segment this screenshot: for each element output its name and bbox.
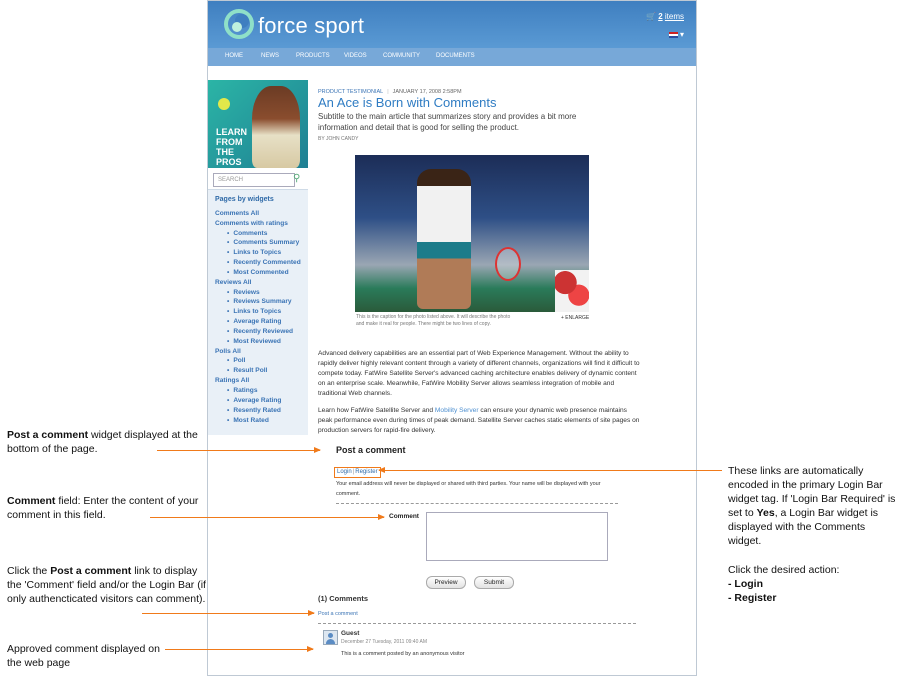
web-page bbox=[207, 0, 697, 676]
submit-button[interactable]: Submit bbox=[474, 576, 514, 589]
comment-field-label: Comment bbox=[389, 513, 419, 520]
nav-products[interactable]: PRODUCTS bbox=[296, 53, 330, 59]
annotation-arrow bbox=[157, 450, 320, 451]
article-date: JANUARY 17, 2008 2:58PM bbox=[392, 89, 462, 95]
annotation-arrow bbox=[150, 517, 384, 518]
nav-home[interactable]: HOME bbox=[225, 53, 243, 59]
enlarge-link[interactable]: + ENLARGE bbox=[561, 315, 590, 321]
comment-textarea[interactable] bbox=[426, 512, 608, 561]
annotation-actions: Click the desired action: - Login - Register bbox=[728, 564, 840, 604]
nav-videos[interactable]: VIDEOS bbox=[344, 53, 367, 59]
racket-shape bbox=[495, 247, 521, 281]
sidebar bbox=[208, 189, 308, 435]
sidebar-item[interactable]: • Ratings bbox=[227, 387, 258, 394]
sidebar-item[interactable]: Comments with ratings bbox=[215, 220, 288, 227]
article-title: An Ace is Born with Comments bbox=[318, 95, 497, 110]
login-bar: Login|Register bbox=[334, 467, 381, 478]
sidebar-item[interactable]: • Reviews Summary bbox=[227, 298, 292, 305]
annotation-post-comment-widget: Post a comment widget displayed at the bottom of the page. bbox=[7, 429, 198, 455]
register-link[interactable]: Register bbox=[355, 469, 378, 475]
cart-icon: 🛒 bbox=[645, 12, 656, 21]
comment-author: Guest bbox=[341, 630, 360, 637]
post-comment-link[interactable]: Post a comment bbox=[318, 611, 358, 617]
photo-caption: This is the caption for the photo listed above. It will describe the photo and make it real for people. There might be two lines of copy. bbox=[356, 314, 511, 327]
article-paragraph: Advanced delivery capabilities are an essential part of Web Experience Management. Without the ability to rapidly deliver highly relevant content through a variety of different channels, organizations will find it difficult to compete today. FatWire Satellite Server's advanced caching architecture enables delivery of dynamic content on an enterprise scale. Meanwhile, FatWire Mobility Server allows seamless integration of mobile and traditional Web channels. bbox=[318, 350, 640, 397]
site-logo[interactable]: force sport bbox=[258, 13, 365, 38]
search-icon[interactable]: ⚲ bbox=[293, 173, 301, 184]
preview-button[interactable]: Preview bbox=[426, 576, 466, 589]
annotation-comment-field: Comment field: Enter the content of your comment in this field. bbox=[7, 495, 199, 521]
comments-count: (1) Comments bbox=[318, 594, 369, 603]
language-selector[interactable]: ▾ bbox=[669, 30, 684, 39]
article-paragraph: Learn how FatWire Satellite Server and Mobility Server can ensure your dynamic web presence maintains peak performance even during times of peak demand. Satellite Server caches static elements of site pages on production servers for rapid-fire delivery. bbox=[318, 407, 640, 434]
sidebar-item[interactable]: Ratings All bbox=[215, 377, 250, 384]
logo-swirl-icon bbox=[224, 9, 254, 39]
comment-date: December 27 Tuesday, 2011 09:40 AM bbox=[341, 639, 427, 645]
sidebar-item[interactable]: • Reviews bbox=[227, 289, 260, 296]
divider bbox=[318, 623, 636, 624]
sidebar-item[interactable]: Polls All bbox=[215, 348, 241, 355]
article-photo[interactable] bbox=[355, 155, 589, 312]
sidebar-item[interactable]: • Most Commented bbox=[227, 269, 289, 276]
cart-label: items bbox=[664, 12, 684, 21]
annotation-post-comment-link: Click the Post a comment link to display the 'Comment' field and/or the Login Bar (if only authencticated visitors can comment). bbox=[7, 565, 206, 605]
sidebar-item[interactable]: • Result Poll bbox=[227, 367, 267, 374]
flowers-shape bbox=[555, 270, 589, 312]
sidebar-item[interactable]: • Resently Rated bbox=[227, 407, 281, 414]
tennis-ball bbox=[218, 98, 230, 110]
main-nav bbox=[208, 48, 696, 66]
article-body bbox=[318, 349, 640, 436]
sidebar-item[interactable]: • Average Rating bbox=[227, 318, 281, 325]
sidebar-item[interactable]: • Most Rated bbox=[227, 417, 269, 424]
post-comment-title: Post a comment bbox=[336, 445, 406, 455]
promo-text: LEARN FROM THE PROS bbox=[216, 127, 247, 167]
comment-text: This is a comment posted by an anonymous visitor bbox=[341, 651, 465, 657]
sidebar-item[interactable]: • Average Rating bbox=[227, 397, 281, 404]
login-link[interactable]: Login bbox=[337, 469, 352, 475]
cart-link[interactable] bbox=[646, 12, 684, 21]
nav-news[interactable]: NEWS bbox=[261, 53, 279, 59]
sidebar-item[interactable]: • Most Reviewed bbox=[227, 338, 281, 345]
sidebar-item[interactable]: • Comments Summary bbox=[227, 239, 299, 246]
cart-count: 2 bbox=[658, 12, 663, 21]
annotation-arrow bbox=[165, 649, 313, 650]
sidebar-item[interactable]: • Recently Reviewed bbox=[227, 328, 293, 335]
article-subtitle: Subtitle to the main article that summarizes story and provides a bit more information and detail that is good for selling the product. bbox=[318, 112, 577, 132]
divider bbox=[336, 503, 618, 504]
flag-icon bbox=[669, 32, 678, 38]
article-meta: PRODUCT TESTIMONIAL | JANUARY 17, 2008 2:58PM bbox=[318, 89, 462, 95]
sidebar-item[interactable]: • Poll bbox=[227, 357, 245, 364]
annotation-login-bar: These links are automatically encoded in the primary Login Bar widget tag. If 'Login Bar Required' is set to Yes, a Login Bar widget is displayed with the Comments widget. bbox=[728, 465, 896, 547]
annotation-arrow bbox=[142, 613, 314, 614]
sidebar-title: Pages by widgets bbox=[215, 196, 274, 203]
promo-banner[interactable] bbox=[208, 80, 308, 168]
privacy-notice: Your email address will never be displayed or shared with third parties. Your name will be displayed with your comment. bbox=[336, 481, 601, 497]
article-byline: BY JOHN CANDY bbox=[318, 136, 359, 142]
site-header bbox=[208, 1, 696, 48]
article-category[interactable]: PRODUCT TESTIMONIAL bbox=[318, 89, 384, 95]
annotation-arrow bbox=[379, 470, 722, 471]
sidebar-item[interactable]: • Links to Topics bbox=[227, 308, 281, 315]
sidebar-item[interactable]: • Comments bbox=[227, 230, 267, 237]
player-figure bbox=[417, 169, 471, 309]
sidebar-item[interactable]: • Links to Topics bbox=[227, 249, 281, 256]
search-input[interactable]: SEARCH bbox=[213, 173, 295, 187]
user-avatar-icon bbox=[323, 630, 338, 645]
sidebar-item[interactable]: Comments All bbox=[215, 210, 260, 217]
sidebar-item[interactable]: • Recently Commented bbox=[227, 259, 301, 266]
nav-community[interactable]: COMMUNITY bbox=[383, 53, 420, 59]
annotation-approved-comment: Approved comment displayed on the web page bbox=[7, 643, 160, 669]
player-image bbox=[252, 86, 300, 168]
sidebar-item[interactable]: Reviews All bbox=[215, 279, 252, 286]
mobility-server-link[interactable]: Mobility Server bbox=[434, 407, 479, 414]
nav-documents[interactable]: DOCUMENTS bbox=[436, 53, 475, 59]
